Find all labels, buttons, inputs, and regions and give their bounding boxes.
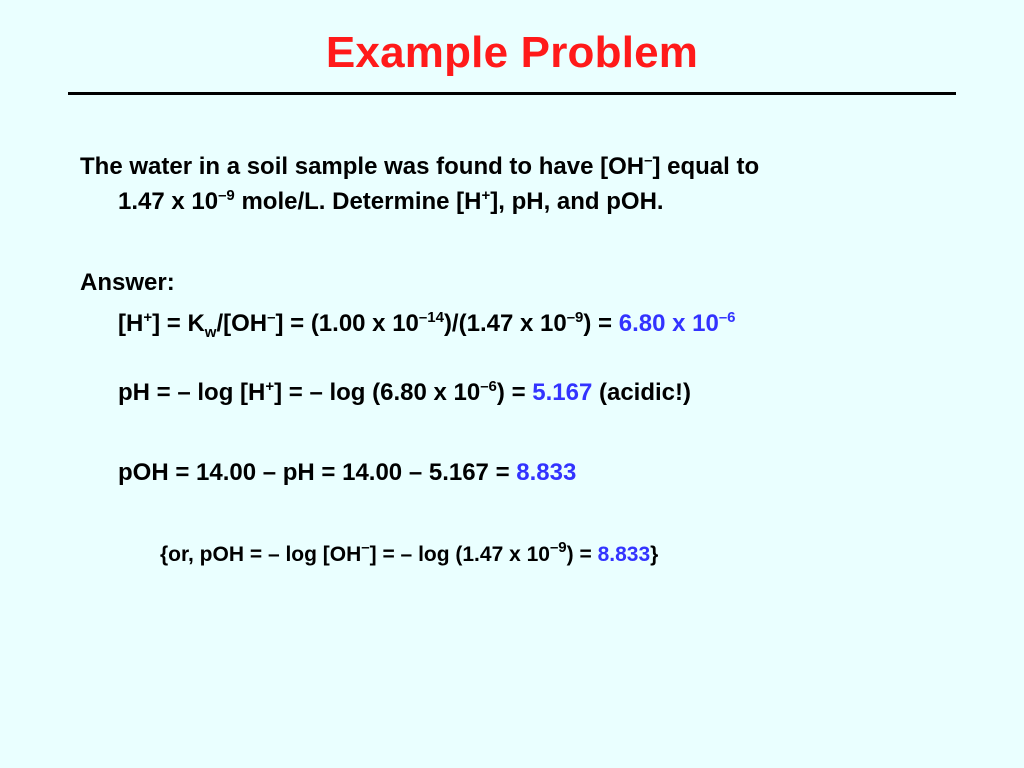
equation-text: ) = [583, 310, 619, 337]
alt-poh-equation [160, 540, 658, 570]
ph-result: 5.167 [532, 379, 593, 406]
ph-equation [118, 378, 691, 408]
superscript: – [361, 539, 370, 556]
equation-text: (acidic!) [592, 379, 691, 406]
problem-text: mole/L. Determine [H [234, 188, 482, 215]
superscript: + [481, 187, 491, 204]
equation-text: {or, pOH = – log [OH [160, 543, 362, 566]
h-ion-equation [118, 309, 736, 339]
equation-text: [H [118, 310, 144, 337]
equation-text: ] = – log (1.47 x 10 [369, 543, 550, 566]
problem-text: The water in a soil sample was found to have [OH [80, 153, 645, 180]
superscript: –14 [418, 309, 444, 326]
superscript: – [644, 152, 653, 169]
equation-text: pOH = 14.00 – pH = 14.00 – 5.167 = [118, 459, 517, 486]
alt-poh-result: 8.833 [597, 543, 651, 566]
answer-label: Answer: [80, 269, 175, 296]
slide-title: Example Problem [325, 28, 699, 77]
superscript: –9 [566, 309, 584, 326]
equation-text: ] = (1.00 x 10 [275, 310, 419, 337]
equation-text: ] = – log (6.80 x 10 [274, 379, 481, 406]
problem-text: ], pH, and pOH. [490, 188, 664, 215]
title-divider [68, 92, 956, 95]
superscript: + [143, 309, 153, 326]
poh-result: 8.833 [516, 459, 577, 486]
problem-line-1 [80, 152, 759, 182]
superscript: –9 [549, 539, 567, 556]
problem-text: 1.47 x 10 [118, 188, 219, 215]
equation-text: ] = K [152, 310, 205, 337]
superscript: – [267, 309, 276, 326]
superscript: –9 [218, 187, 235, 204]
equation-text: } [650, 543, 659, 566]
superscript: + [265, 378, 275, 395]
equation-text: ) = [496, 379, 533, 406]
superscript: –6 [480, 378, 497, 395]
result-value: 6.80 x 10 [618, 310, 719, 337]
equation-text: ) = [566, 543, 598, 566]
h-ion-result [619, 310, 736, 337]
problem-line-2 [118, 187, 664, 217]
equation-text: )/(1.47 x 10 [443, 310, 567, 337]
poh-equation [118, 458, 576, 488]
problem-text: ] equal to [652, 153, 760, 180]
subscript: w [204, 324, 217, 341]
superscript: –6 [718, 309, 736, 326]
equation-text: /[OH [216, 310, 268, 337]
equation-text: pH = – log [H [118, 379, 266, 406]
